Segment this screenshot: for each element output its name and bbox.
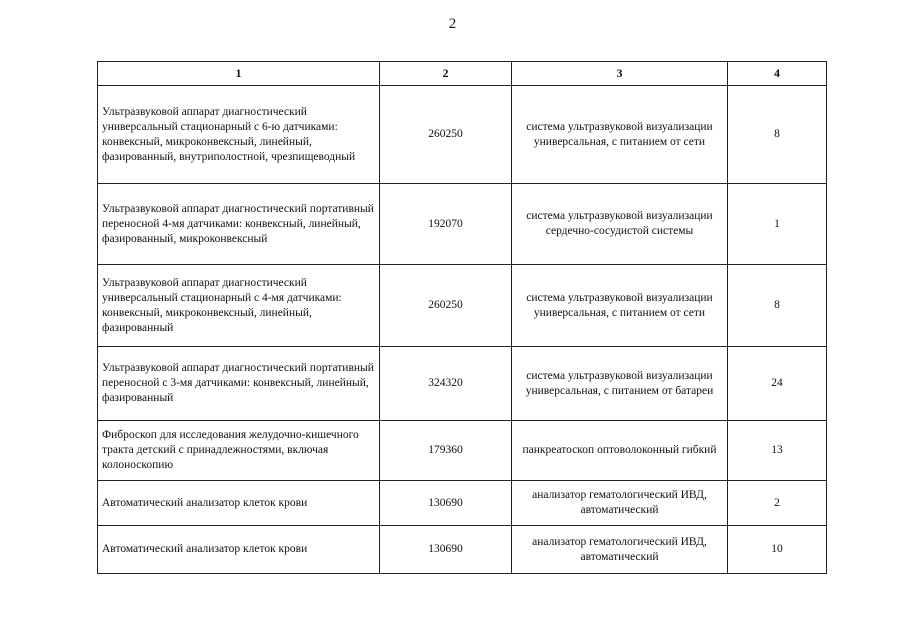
device-name-cell: Фиброскоп для исследования желудочно-кишечного тракта детский с принадлежностями, включая колоноскопию	[98, 421, 380, 481]
code-cell: 192070	[380, 184, 512, 265]
device-name-cell: Ультразвуковой аппарат диагностический универсальный стационарный с 6-ю датчиками: конвексный, микроконвексный, линейный, фазированный, внутриполостной, чрезпищеводный	[98, 86, 380, 184]
device-type-cell: анализатор гематологический ИВД, автоматический	[512, 526, 728, 574]
table-row	[98, 421, 827, 481]
quantity-cell: 24	[728, 347, 827, 421]
column-header-1: 1	[98, 62, 380, 86]
code-cell: 179360	[380, 421, 512, 481]
code-cell: 260250	[380, 86, 512, 184]
device-name-cell: Автоматический анализатор клеток крови	[98, 481, 380, 526]
column-header-3: 3	[512, 62, 728, 86]
quantity-cell: 8	[728, 86, 827, 184]
column-header-4: 4	[728, 62, 827, 86]
column-header-2: 2	[380, 62, 512, 86]
table-row	[98, 184, 827, 265]
device-name-cell: Ультразвуковой аппарат диагностический портативный переносной с 3-мя датчиками: конвексный, линейный, фазированный	[98, 347, 380, 421]
quantity-cell: 2	[728, 481, 827, 526]
quantity-cell: 1	[728, 184, 827, 265]
code-cell: 130690	[380, 526, 512, 574]
device-type-cell: система ультразвуковой визуализации универсальная, с питанием от сети	[512, 86, 728, 184]
table-row	[98, 347, 827, 421]
table-row	[98, 481, 827, 526]
device-name-cell: Ультразвуковой аппарат диагностический универсальный стационарный с 4-мя датчиками: конвексный, микроконвексный, линейный, фазированный	[98, 265, 380, 347]
quantity-cell: 13	[728, 421, 827, 481]
quantity-cell: 10	[728, 526, 827, 574]
device-type-cell: анализатор гематологический ИВД, автоматический	[512, 481, 728, 526]
device-name-cell: Автоматический анализатор клеток крови	[98, 526, 380, 574]
device-type-cell: панкреатоскоп оптоволоконный гибкий	[512, 421, 728, 481]
table-row	[98, 526, 827, 574]
table-row	[98, 86, 827, 184]
equipment-table	[97, 61, 827, 574]
table-header-row	[98, 62, 827, 86]
quantity-cell: 8	[728, 265, 827, 347]
device-type-cell: система ультразвуковой визуализации сердечно-сосудистой системы	[512, 184, 728, 265]
device-type-cell: система ультразвуковой визуализации универсальная, с питанием от сети	[512, 265, 728, 347]
table-row	[98, 265, 827, 347]
device-name-cell: Ультразвуковой аппарат диагностический портативный переносной 4-мя датчиками: конвексный, линейный, фазированный, микроконвексный	[98, 184, 380, 265]
code-cell: 260250	[380, 265, 512, 347]
page-number: 2	[448, 16, 457, 32]
code-cell: 130690	[380, 481, 512, 526]
code-cell: 324320	[380, 347, 512, 421]
device-type-cell: система ультразвуковой визуализации универсальная, с питанием от батареи	[512, 347, 728, 421]
